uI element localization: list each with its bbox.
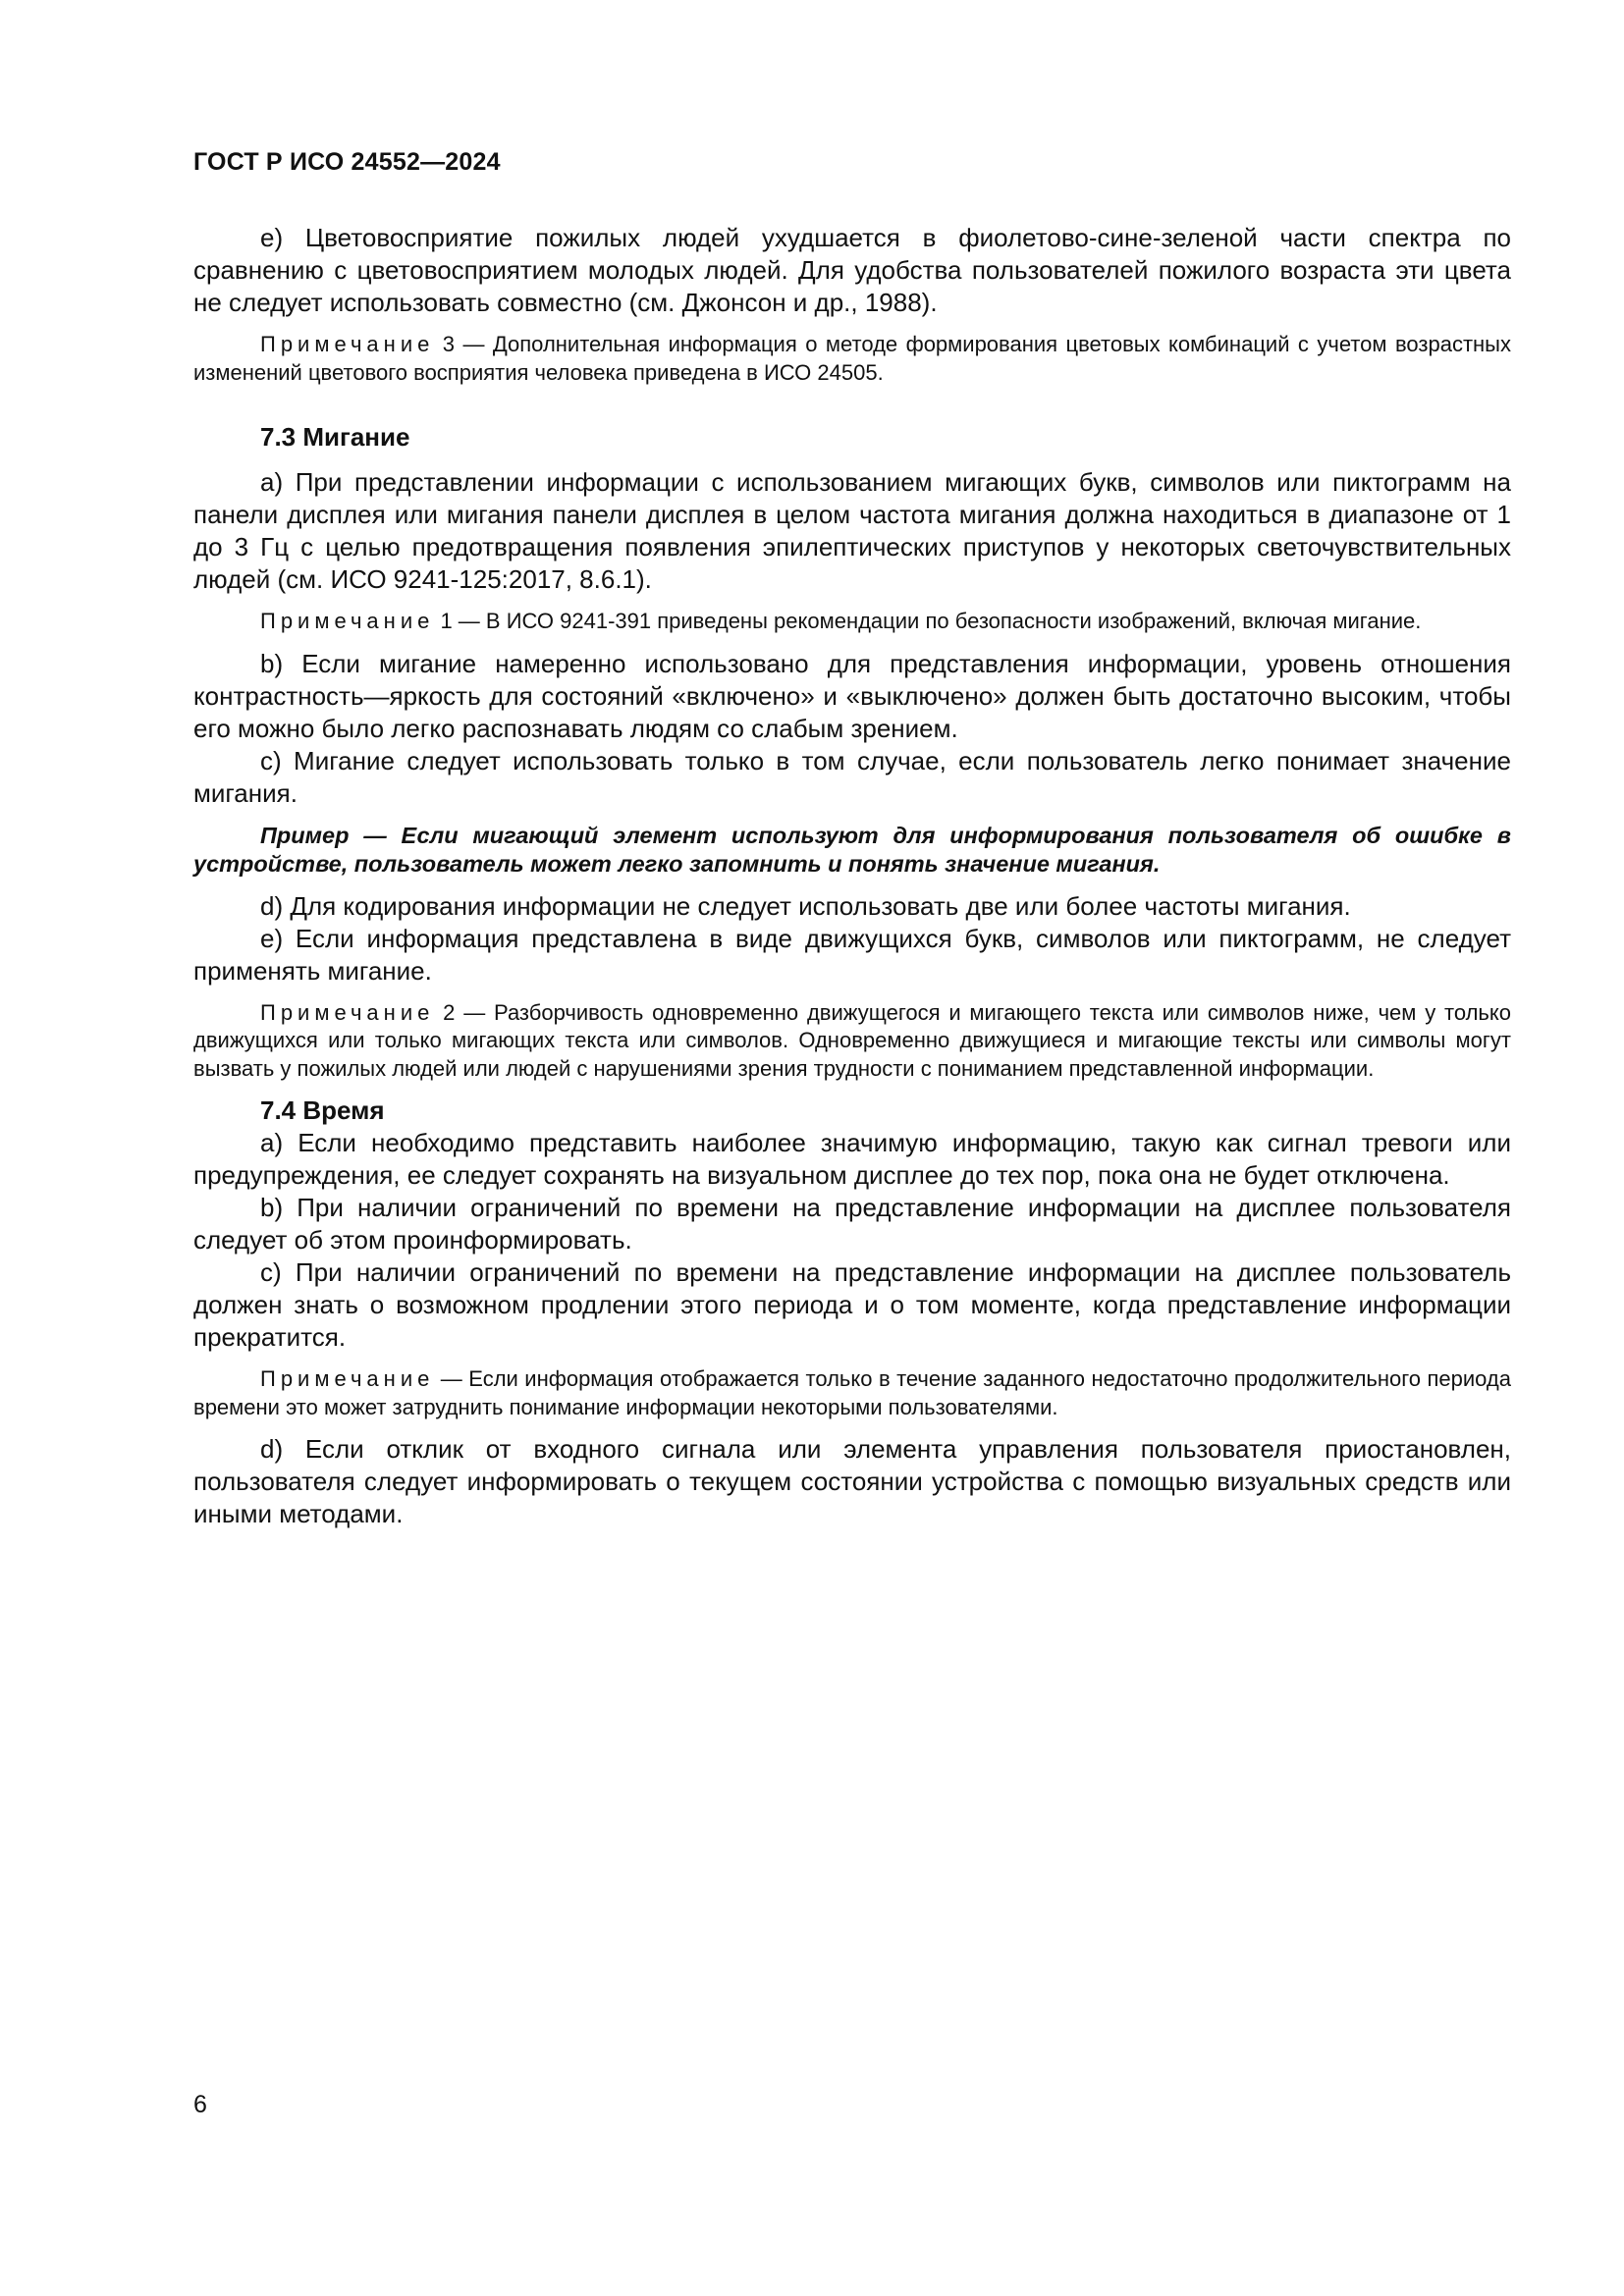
paragraph-7-3-a: a) При представлении информации с использованием мигающих букв, символов или пиктограмм на панели дисплея или мигания панели дисплея в целом частота мигания должна находиться в диапазоне от 1 до 3 Гц с целью предотвращения появления эпилептических приступов у некоторых светочувствительных людей (см. ИСО 9241-125:2017, 8.6.1). (193, 467, 1511, 594)
paragraph-7-4-d: d) Если отклик от входного сигнала или элемента управления пользователя приостановлен, пользователя следует информировать о текущем состоянии устройства с помощью визуальных средств или иными методами. (193, 1434, 1511, 1528)
paragraph-7-3-d: d) Для кодирования информации не следует использовать две или более частоты мигания. (260, 890, 1351, 921)
note-text: — Если информация отображается только в течение заданного недостаточно продолжительного периода времени это может затруднить понимание информации некоторыми пользователями. (193, 1366, 1511, 1419)
paragraph-7-3-b: b) Если мигание намеренно использовано для представления информации, уровень отношения контрастность—яркость для состояний «включено» и «выключено» должен быть достаточно высоким, чтобы его можно было легко распознавать людям со слабым зрением. (193, 648, 1511, 743)
note-label: Примечание (260, 999, 435, 1025)
note-label: Примечание (260, 609, 435, 633)
note-1 (193, 608, 1511, 636)
section-7-4-title: 7.4 Время (260, 1095, 385, 1125)
document-header: ГОСТ Р ИСО 24552—2024 (193, 148, 501, 176)
page-number: 6 (193, 2091, 207, 2118)
note-text: 1 — В ИСО 9241-391 приведены рекомендации по безопасности изображений, включая мигание. (434, 609, 1422, 633)
note-label: Примечание (260, 332, 435, 356)
section-7-3-title: 7.3 Мигание (260, 422, 410, 452)
note-3 (193, 331, 1511, 387)
paragraph-intro-e: e) Цветовосприятие пожилых людей ухудшается в фиолетово-сине-зеленой части спектра по сравнению с цветовосприятием молодых людей. Для удобства пользователей пожилого возраста эти цвета не следует использовать совместно (см. Джонсон и др., 1988). (193, 223, 1511, 317)
paragraph-7-4-c: c) При наличии ограничений по времени на представление информации на дисплее пользователь должен знать о возможном продлении этого периода и о том моменте, когда представление информации прекратится. (193, 1257, 1511, 1352)
paragraph-7-3-c: c) Мигание следует использовать только в том случае, если пользователь легко понимает значение мигания. (193, 745, 1511, 808)
page-content (193, 222, 1511, 1530)
note-2 (193, 999, 1511, 1084)
note-label: Примечание (260, 1366, 435, 1391)
paragraph-7-4-b: b) При наличии ограничений по времени на представление информации на дисплее пользователя следует об этом проинформировать. (193, 1193, 1511, 1255)
note-text: 3 — Дополнительная информация о методе формирования цветовых комбинаций с учетом возрастных изменений цветового восприятия человека приведена в ИСО 24505. (193, 332, 1511, 385)
example-text: Пример — Если мигающий элемент используют для информирования пользователя об ошибке в устройстве, пользователь может легко запомнить и понять значение мигания. (193, 822, 1511, 877)
paragraph-7-4-a: a) Если необходимо представить наиболее значимую информацию, такую как сигнал тревоги или предупреждения, ее следует сохранять на визуальном дисплее до тех пор, пока она не будет отключена. (193, 1128, 1511, 1190)
note-text: 2 — Разборчивость одновременно движущегося и мигающего текста или символов ниже, чем у только движущихся или только мигающих текста или символов. Одновременно движущиеся и мигающие тексты или символы могут вызвать у пожилых людей или людей с нарушениями зрения трудности с пониманием представленной информации. (193, 999, 1511, 1081)
note-7-4 (193, 1365, 1511, 1421)
paragraph-7-3-e: e) Если информация представлена в виде движущихся букв, символов или пиктограмм, не следует применять мигание. (193, 923, 1511, 986)
